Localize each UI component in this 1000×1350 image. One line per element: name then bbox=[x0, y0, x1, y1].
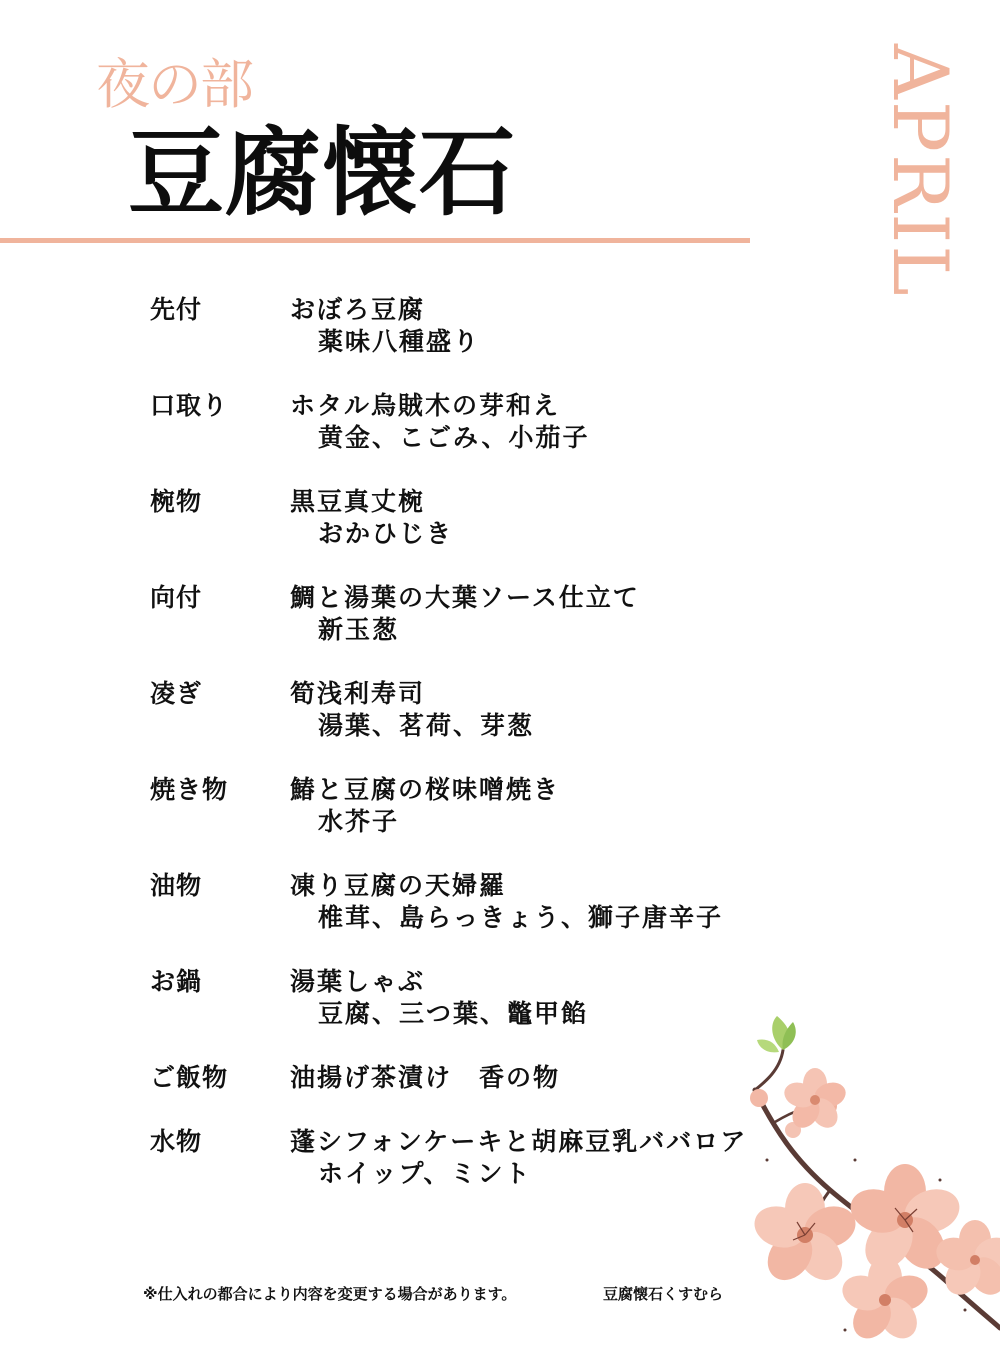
course-label: 向付 bbox=[150, 583, 203, 612]
course-garnish: 水芥子 bbox=[318, 807, 400, 836]
course-dish: 湯葉しゃぶ bbox=[290, 967, 426, 996]
course-label: 水物 bbox=[150, 1127, 203, 1156]
course-dish: 鯛と湯葉の大葉ソース仕立て bbox=[290, 583, 640, 612]
course-dish: 黒豆真丈椀 bbox=[290, 487, 426, 516]
course-item bbox=[150, 870, 770, 966]
course-item bbox=[150, 486, 770, 582]
month-label: APRIL bbox=[876, 44, 965, 298]
course-garnish: 椎茸、島らっきょう、獅子唐辛子 bbox=[318, 903, 724, 932]
course-garnish: 黄金、こごみ、小茄子 bbox=[318, 423, 590, 452]
course-label: 焼き物 bbox=[150, 775, 229, 804]
course-item bbox=[150, 966, 770, 1062]
course-garnish: 湯葉、茗荷、芽葱 bbox=[318, 711, 535, 740]
menu-title: 豆腐懐石 bbox=[128, 117, 516, 229]
course-garnish: ホイップ、ミント bbox=[318, 1159, 532, 1188]
course-dish: 蓬シフォンケーキと胡麻豆乳ババロア bbox=[290, 1127, 748, 1156]
course-list bbox=[150, 294, 770, 1222]
course-item bbox=[150, 1062, 770, 1126]
course-item bbox=[150, 1126, 770, 1222]
course-label: お鍋 bbox=[150, 967, 203, 996]
course-item bbox=[150, 294, 770, 390]
course-garnish: おかひじき bbox=[318, 519, 454, 548]
course-label: 口取り bbox=[150, 391, 229, 420]
course-dish: 凍り豆腐の天婦羅 bbox=[290, 871, 507, 900]
course-item bbox=[150, 678, 770, 774]
course-garnish: 薬味八種盛り bbox=[318, 327, 481, 356]
shop-name: 豆腐懐石くすむら bbox=[603, 1285, 724, 1303]
course-item bbox=[150, 390, 770, 486]
course-item bbox=[150, 582, 770, 678]
title-divider bbox=[0, 238, 750, 243]
course-label: ご飯物 bbox=[150, 1063, 229, 1092]
menu-subtitle: 夜の部 bbox=[96, 53, 252, 116]
course-label: 油物 bbox=[150, 871, 203, 900]
course-dish: 筍浅利寿司 bbox=[290, 679, 426, 708]
course-garnish: 新玉葱 bbox=[318, 615, 400, 644]
course-dish: 鰆と豆腐の桜味噌焼き bbox=[290, 775, 561, 804]
course-label: 先付 bbox=[150, 295, 203, 324]
cherry-blossom-icon bbox=[735, 1010, 1000, 1350]
course-label: 椀物 bbox=[150, 487, 203, 516]
course-dish: 油揚げ茶漬け 香の物 bbox=[290, 1063, 561, 1092]
footer-note: ※仕入れの都合により内容を変更する場合があります。 bbox=[143, 1285, 517, 1303]
course-garnish: 豆腐、三つ葉、鼈甲餡 bbox=[318, 999, 589, 1028]
course-dish: おぼろ豆腐 bbox=[290, 295, 426, 324]
course-dish: ホタル烏賊木の芽和え bbox=[290, 391, 561, 420]
course-label: 凌ぎ bbox=[150, 679, 203, 708]
course-item bbox=[150, 774, 770, 870]
